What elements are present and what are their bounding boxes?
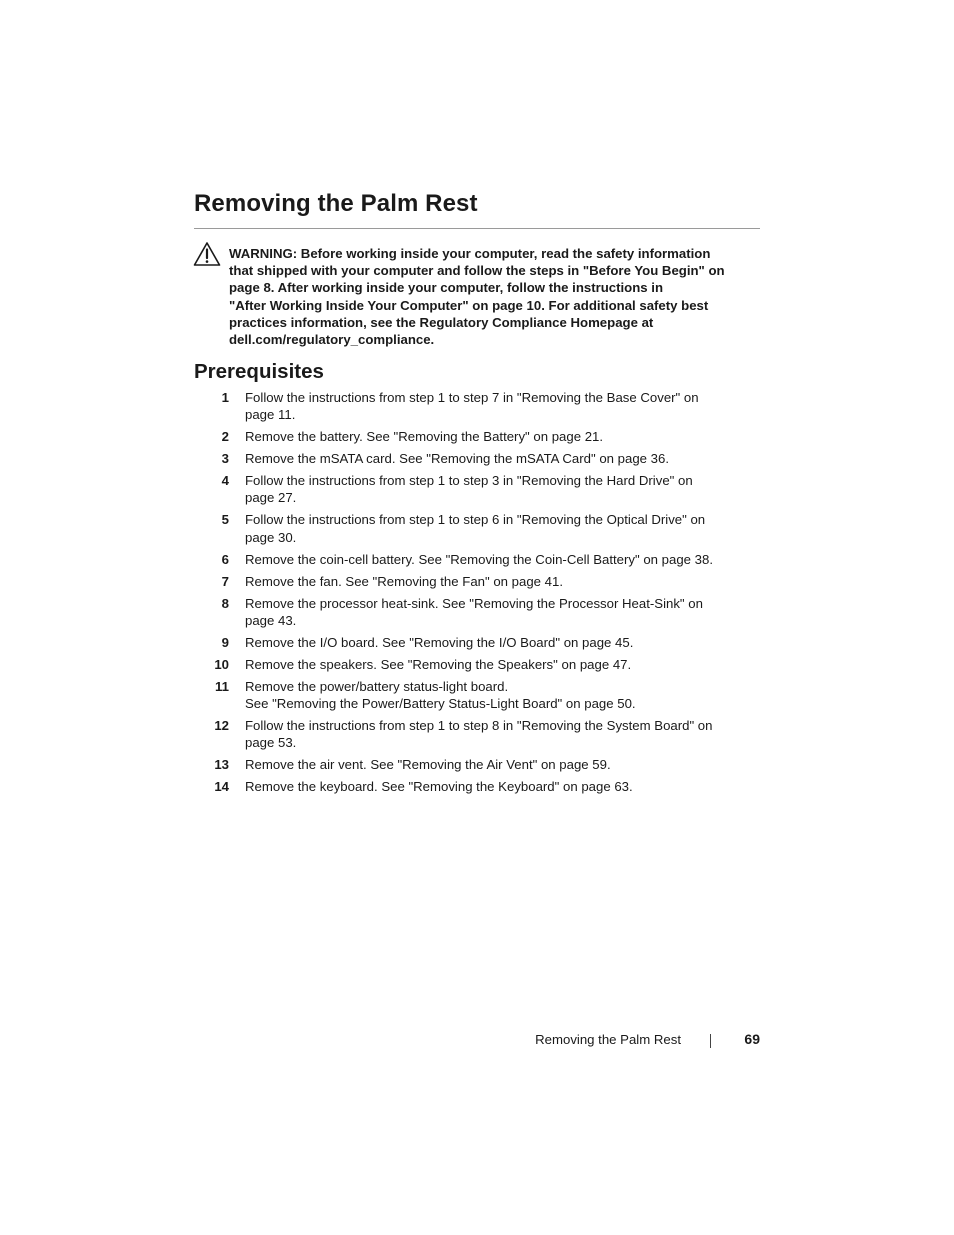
- step-text-line: page 43.: [245, 612, 297, 628]
- step-text-line: page 30.: [245, 529, 297, 545]
- step-number: [194, 511, 229, 545]
- step-item: [194, 595, 760, 629]
- step-number-text: 5: [221, 512, 229, 528]
- step-text-line: Remove the fan. See "Removing the Fan" on page 41.: [245, 573, 564, 589]
- step-text-line: page 27.: [245, 490, 297, 506]
- step-number-text: 8: [221, 595, 229, 611]
- step-number: [194, 551, 229, 568]
- step-text-line: page 53.: [245, 735, 297, 751]
- step-text: [229, 573, 760, 590]
- step-number-text: 13: [214, 757, 229, 773]
- step-item: [194, 573, 760, 590]
- step-item: [194, 656, 760, 673]
- step-text: [229, 756, 760, 773]
- step-number: [194, 595, 229, 629]
- step-number: [194, 756, 229, 773]
- step-text-line: Remove the I/O board. See "Removing the I/O Board" on page 45.: [245, 634, 634, 650]
- step-item: [194, 634, 760, 651]
- step-text-line: Follow the instructions from step 1 to step 8 in "Removing the System Board" on: [245, 718, 713, 734]
- warning-triangle-icon: [193, 241, 221, 267]
- page-footer: [0, 1032, 760, 1052]
- step-number: [194, 389, 229, 423]
- step-number: [194, 428, 229, 445]
- step-text-line: Remove the battery. See "Removing the Battery" on page 21.: [245, 429, 604, 445]
- step-text-line: Remove the processor heat-sink. See "Removing the Processor Heat-Sink" on: [245, 595, 703, 611]
- step-number: [194, 450, 229, 467]
- step-item: [194, 450, 760, 467]
- step-number-text: 4: [221, 473, 229, 489]
- step-item: [194, 389, 760, 423]
- step-item: [194, 428, 760, 445]
- warning-line: "After Working Inside Your Computer" on page 10. For additional safety best: [229, 297, 709, 313]
- warning-line: dell.com/regulatory_compliance.: [229, 332, 435, 348]
- step-number-text: 2: [221, 429, 229, 445]
- step-text: [229, 551, 760, 568]
- prerequisites-heading: Prerequisites: [194, 360, 324, 383]
- step-text: [229, 656, 760, 673]
- step-item: [194, 756, 760, 773]
- warning-line: WARNING: Before working inside your computer, read the safety information: [229, 246, 711, 261]
- step-number-text: 7: [221, 573, 229, 589]
- step-item: [194, 778, 760, 795]
- footer-separator: [710, 1034, 711, 1048]
- prerequisites-steps-list: [194, 389, 760, 800]
- step-item: [194, 551, 760, 568]
- step-item: [194, 511, 760, 545]
- step-item: [194, 678, 760, 712]
- step-text-line: Remove the coin-cell battery. See "Removing the Coin-Cell Battery" on page 38.: [245, 551, 713, 567]
- step-number-text: 10: [214, 656, 229, 672]
- warning-line: page 8. After working inside your computer, follow the instructions in: [229, 280, 664, 296]
- step-text-line: Follow the instructions from step 1 to step 7 in "Removing the Base Cover" on: [245, 390, 699, 405]
- title-rule: [194, 228, 760, 229]
- step-text: [229, 428, 760, 445]
- step-text-line: See "Removing the Power/Battery Status-Light Board" on page 50.: [245, 696, 636, 712]
- step-number-text: 14: [214, 779, 229, 795]
- warning-text: [229, 245, 759, 348]
- step-number-text: 6: [221, 551, 229, 567]
- step-number: [194, 778, 229, 795]
- step-text: [229, 472, 760, 506]
- step-text-line: page 11.: [245, 407, 296, 423]
- step-text: [229, 717, 760, 751]
- warning-line: practices information, see the Regulatory Compliance Homepage at: [229, 314, 654, 330]
- warning-line: that shipped with your computer and follow the steps in "Before You Begin" on: [229, 263, 725, 279]
- step-text-line: Remove the keyboard. See "Removing the Keyboard" on page 63.: [245, 779, 633, 795]
- step-item: [194, 717, 760, 751]
- step-number: [194, 678, 229, 712]
- step-number: [194, 656, 229, 673]
- step-number-text: 12: [214, 718, 229, 734]
- step-text: [229, 678, 760, 712]
- step-text-line: Remove the mSATA card. See "Removing the mSATA Card" on page 36.: [245, 451, 669, 467]
- step-text: [229, 634, 760, 651]
- page-title: Removing the Palm Rest: [194, 190, 478, 217]
- step-number: [194, 717, 229, 751]
- step-number: [194, 573, 229, 590]
- step-item: [194, 472, 760, 506]
- step-number-text: 3: [221, 451, 229, 467]
- step-text: [229, 511, 760, 545]
- footer-chapter-label: Removing the Palm Rest: [535, 1032, 681, 1047]
- step-number-text: 9: [221, 634, 229, 650]
- step-number-text: 11: [215, 678, 229, 694]
- step-text: [229, 450, 760, 467]
- step-text: [229, 595, 760, 629]
- step-text-line: Follow the instructions from step 1 to step 3 in "Removing the Hard Drive" on: [245, 473, 693, 489]
- step-number: [194, 472, 229, 506]
- page-number: 69: [744, 1031, 760, 1047]
- step-text: [229, 778, 760, 795]
- step-text-line: Follow the instructions from step 1 to step 6 in "Removing the Optical Drive" on: [245, 512, 706, 528]
- step-text: [229, 389, 760, 423]
- step-text-line: Remove the power/battery status-light board.: [245, 678, 509, 694]
- step-number: [194, 634, 229, 651]
- step-text-line: Remove the speakers. See "Removing the Speakers" on page 47.: [245, 656, 632, 672]
- step-text-line: Remove the air vent. See "Removing the Air Vent" on page 59.: [245, 757, 611, 773]
- step-number-text: 1: [221, 390, 229, 405]
